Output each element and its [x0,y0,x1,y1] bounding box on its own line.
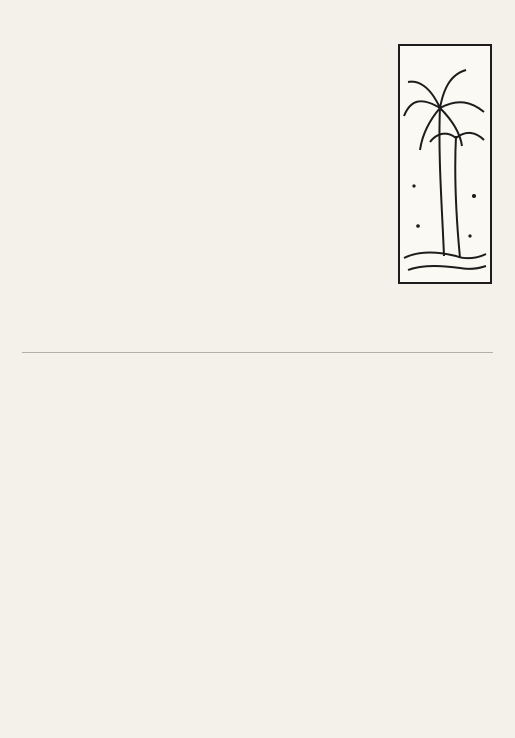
section-divider [22,352,493,353]
palm-tree-island-icon [400,46,490,282]
emblem-box [398,44,492,284]
bottom-article [22,358,493,658]
